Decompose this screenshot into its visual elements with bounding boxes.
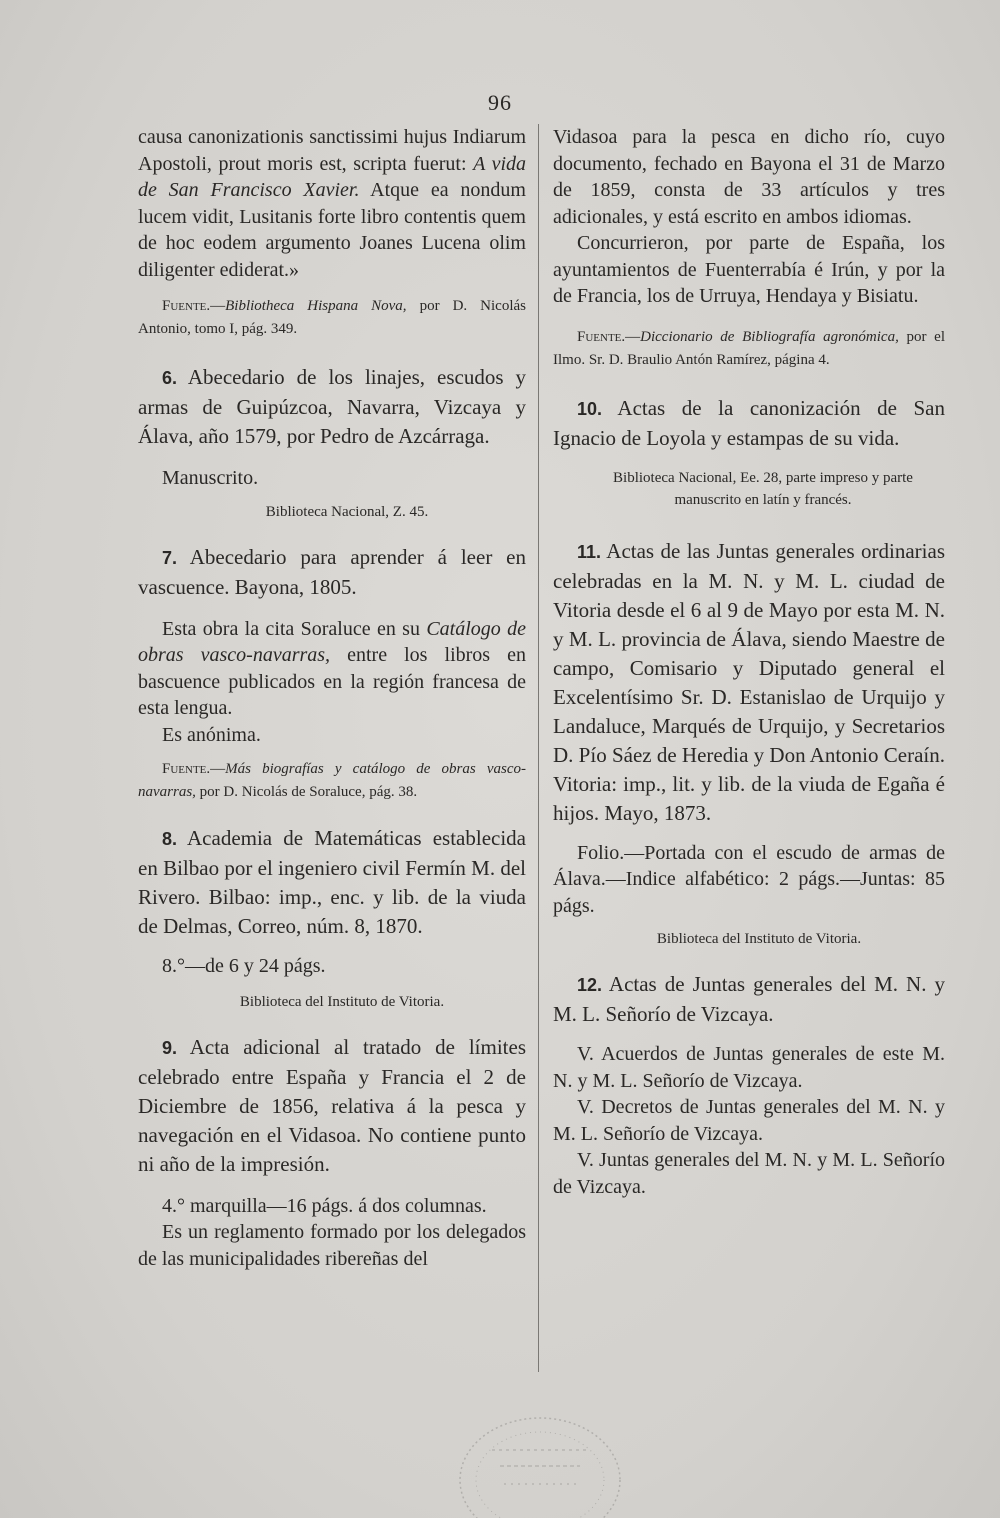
right-column [553, 124, 945, 1200]
library-stamp [452, 1400, 627, 1518]
column-divider [538, 124, 539, 1372]
entry-7-anonymous: Es anónima. [162, 723, 261, 746]
entry-9-format: 4.° marquilla—16 págs. á dos columnas. [162, 1194, 487, 1217]
entry-11-format: Folio.—Portada con el escudo de armas de Álava.—Indice alfabético: 2 págs.—Juntas: 85 págs. [553, 841, 945, 917]
entry-6-library: Biblioteca Nacional, Z. 45. [265, 503, 429, 520]
entry-12-reference: V. Acuerdos de Juntas generales de este M. N. y M. L. Señorío de Vizcaya. [553, 1043, 945, 1092]
entry-12: 12. Actas de Juntas generales del M. N. y M. L. Señorío de Vizcaya. [553, 972, 945, 1026]
entry-11: 11. Actas de las Juntas generales ordinarias celebradas en la M. N. y M. L. ciudad de Vitoria desde el 6 al 9 de Mayo por esta M. N. y M. L. provincia de Álava, siendo Maestre de campo, Comisario y Diputado general el Excelentísimo Sr. D. Estanislao de Urquijo y Landaluce, Marqués de Urquijo, y Secretarios D. Pío Sáez de Heredia y Don Antonio Ceraín. Vitoria: imp., lit. y lib. de la viuda de Egaña é hijos. Mayo, 1873. [553, 538, 945, 825]
entry-6-manuscript: Manuscrito. [162, 467, 259, 489]
entry-7: 7. Abecedario para aprender á leer en vascuence. Bayona, 1805. [138, 544, 526, 599]
entry-9: 9. Acta adicional al tratado de límites celebrado entre España y Francia el 2 de Diciembre de 1856, relativa á la pesca y navegación en el Vidasoa. No contiene punto ni año de la impresión. [138, 1034, 526, 1176]
entry-11-library: Biblioteca del Instituto de Vitoria. [656, 931, 862, 947]
entry-12-reference: V. Decretos de Juntas generales del M. N. y M. L. Señorío de Vizcaya. [553, 1096, 945, 1145]
left-column [138, 124, 526, 1272]
source-note: Fuente.—Diccionario de Bibliografía agronómica, por el Ilmo. Sr. D. Braulio Antón Ramírez, página 4. [553, 328, 945, 368]
entry-10: 10. Actas de la canonización de San Ignacio de Loyola y estampas de su vida. [553, 395, 945, 450]
entry-7-note: Esta obra la cita Soraluce en su Catálogo de obras vasco-navarras, entre los libros en bascuence publicados en la región francesa de esta lengua. [138, 617, 526, 719]
source-note: Fuente.—Bibliotheca Hispana Nova, por D. Nicolás Antonio, tomo I, pág. 349. [138, 298, 526, 337]
concurrence-paragraph: Concurrieron, por parte de España, los ayuntamientos de Fuenterrabía é Irún, y por la de Francia, los de Urruya, Hendaya y Bisiatu. [553, 232, 945, 307]
entry-8: 8. Academia de Matemáticas establecida en Bilbao por el ingeniero civil Fermín M. del Rivero. Bilbao: imp., enc. y lib. de la viuda de Delmas, Correo, núm. 8, 1870. [138, 826, 526, 938]
page-number: 96 [488, 90, 512, 115]
entry-8-format: 8.°—de 6 y 24 págs. [162, 955, 326, 977]
entry-8-library: Biblioteca del Instituto de Vitoria. [239, 993, 445, 1010]
entry-9-description: Es un reglamento formado por los delegados de las municipalidades ribereñas del [138, 1221, 526, 1270]
entry-10-library: Biblioteca Nacional, Ee. 28, parte impreso y parte manuscrito en latín y francés. [613, 469, 913, 508]
continued-paragraph: Vidasoa para la pesca en dicho río, cuyo documento, fechado en Bayona el 31 de Marzo de 1859, consta de 33 artículos y tres adicionales, y está escrito en ambos idiomas. [553, 126, 945, 228]
source-note: Fuente.—Más biografías y catálogo de obras vasco-navarras, por D. Nicolás de Soraluce, pág. 38. [138, 761, 526, 800]
entry-12-reference: V. Juntas generales del M. N. y M. L. Señorío de Vizcaya. [553, 1149, 945, 1198]
entry-6: 6. Abecedario de los linajes, escudos y armas de Guipúzcoa, Navarra, Vizcaya y Álava, año 1579, por Pedro de Azcárraga. [138, 365, 526, 448]
intro-paragraph: causa canonizationis sanctissimi hujus Indiarum Apostoli, prout moris est, scripta fuerut: A vida de San Francisco Xavier. Atque ea nondum lucem vidit, Lusitanis forte libro contentis quem de hoc eodem argumento Joanes Lucena olim diligenter ediderat.» [138, 126, 526, 281]
